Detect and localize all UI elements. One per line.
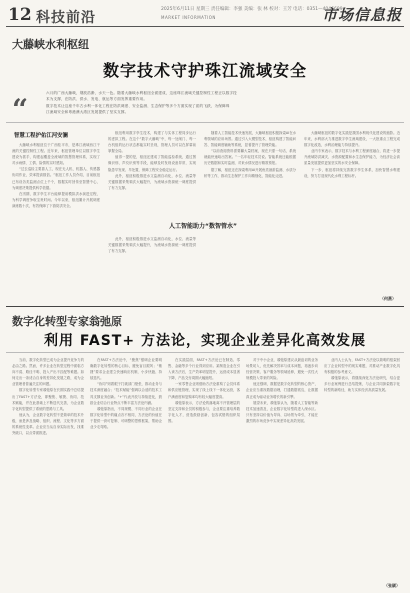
lead-line: 江流域安全和粤港澳大湾区发展提供了坚实支撑。: [46, 110, 129, 115]
page-header: [6, 4, 404, 27]
article1-column-1: 大藤峡水利枢纽位于广西桂平市，是珠江流域西江干流的关键控制性工程。近年来，枢纽管理单位以数字孪生建设为抓手，构建起覆盖全流域的智慧管理体系，实现了对水雨情、工情、险情的实时感知。 “过去巡检主要靠人工，现在无人机、机器人、传感器协同作业，效率提高数倍。”枢纽工作人员介绍，目前枢纽已布设各类监测点位上千个，数据实时回传至智慧中心，为调度决策提供科学依据。 在汛期，数字孪生平台能够提前模拟洪水演进过程，为科学调度争取宝贵时间。今年以来，枢纽累计开展调度演练数十次，有效保障了下游防洪安全。: [12, 143, 100, 208]
article1-column-2b: 此外，枢纽积极推进水文监测自动化，水位、流量等关键数据采集频次大幅提升，为流域水资源统一调度提供了有力支撑。: [108, 237, 196, 254]
article1-lead: [46, 90, 376, 116]
header-meta: 2025年6月11日 星期三 责任编辑：李强 美编：张 林 校对：王芳 电话：0351—4046699: [161, 7, 343, 12]
article2-kicker: 数字化转型专家翁弛原: [12, 315, 122, 328]
article1-column-2: 枢纽利用数字孪生技术，构建了与实体工程同步运行的虚拟工程。在这个“数字大藤峡”中，每一处闸门、每一台机组的运行状态都能实时呈现，管理人员可以在屏幕前掌握全局。 值得一提的是，枢纽还建成了智能巡检系统，通过图像识别、声纹识别等手段，能够及时发现设备异常，实现隐患早发现、早处置，保障工程安全稳定运行。 此外，枢纽积极推进水文监测自动化，水位、流量等关键数据采集频次大幅提升，为流域水资源统一调度提供了有力支撑。: [108, 131, 196, 190]
masthead-logo: 市场信息报: [321, 6, 402, 24]
divider: [6, 122, 404, 123]
article2-column-1: 当前，数字化转型已成为企业提升竞争力的必由之路。然而，许多企业在转型过程中面临方向不清、路径不明、投入产出不匹配等难题。如何走出一条适合自身的差异化发展之路，成为企业管理者普遍关注的问题。 数字化转型专家翁弛原在长期实践中总结提出了FAST+方法论，即聚焦、敏捷、协同、技术赋能，并在此基础上不断迭代完善，为企业数字化转型提供了系统的思路与工具。 他认为，企业数字化转型不是简单的技术升级，而是涉及战略、组织、流程、文化等多方面的系统性变革。企业应当从自身实际出发，找准突破口，以点带面推进。: [12, 358, 84, 436]
lead-line: 六月的广西大藤峡，烟波浩渺，水天一色。随着大藤峡水利枢纽全面建成，这座珠江流域关键控制性工程正以数字技: [46, 91, 237, 95]
article1-column-3: 随着人工智能技术快速发展，大藤峡枢纽积极探索AI在水利领域的应用场景。通过引入大模型技术，枢纽构建了智能问答、智能调度辅助等系统，显著提升了管理效能。 “以前查阅资料需要翻大量档案，现在只需一句话，系统就能快速给出答案。”一名年轻技术员说。智能系统还能根据历史数据和实时监测，对来水情况进行精准预报。 据了解，枢纽还在探索利用AI开展鱼类洄游监测、水质分析等工作，推动生态保护工作向精细化、智能化迈进。: [204, 131, 296, 178]
article1-column-4: 大藤峡枢纽的数字化实践是我国水利现代化建设的缩影。近年来，水利部大力推进数字孪生流域建设，一大批重点工程完成数字化改造，水利治理能力持续提升。 业内专家表示，数字技术与水利工程深度融合，将进一步提升流域防洪减灾、水资源配置和水生态保护能力，为经济社会高质量发展提供更加坚实的水安全保障。 下一步，枢纽将持续完善数字孪生体系，加快智慧水利建设，努力打造现代化水利工程标杆。: [304, 131, 400, 178]
header-meta-english: MARKET INFORMATION: [161, 15, 216, 20]
article2-column-4: 对于中小企业，翁弛原建议从最迫切的业务场景切入，优先解决效率与成本问题，再逐步向经营决策、客户服务等领域延伸，避免一次性大规模投入带来的风险。 他还强调，数据是数字化转型的核心资产，企业应当重视数据治理，打通数据孤岛，让数据真正成为驱动业务增长的新引擎。 展望未来，翁弛原认为，随着人工智能等新技术加速普及，企业数字化转型将进入深水区。只有坚持以价值为导向、以场景为牵引，才能在激烈的市场竞争中实现差异化高效发展。: [246, 358, 318, 423]
quote-mark-icon: “: [12, 93, 29, 126]
divider: [6, 352, 404, 353]
article1-subhead-mid: 人工智能助力“数智管水”: [169, 223, 237, 230]
lead-line: 术为支撑，在防洪、供水、发电、航运等方面发挥重要作用。: [46, 97, 148, 102]
article2-column-3: 在实践层面，FAST+方法论已在制造、零售、金融等多个行业得到应用。某制造企业在引入该方法后，生产效率明显提升，运营成本显著下降，产品交付周期大幅缩短。 一家零售企业则借助方法论重构了会员体系和供应链管理，实现了线上线下一体化运营，客户满意度和复购率均有较大幅度提高。 翁弛原表示，方法论的落地离不开管理层的坚定支持和全员的积极参与，企业要注重培养数字化人才，营造鼓励创新、包容试错的组织氛围。: [168, 358, 240, 423]
section-divider: [6, 306, 404, 307]
page-number: 12: [8, 5, 32, 25]
article1-author: （何燕）: [380, 296, 396, 301]
article1-subhead-left: 智慧工程护佑江河安澜: [14, 133, 68, 139]
article1-kicker: 大藤峡水利枢纽: [12, 38, 89, 51]
article2-headline: 利用 FAST+ 方法论，实现企业差异化高效发展: [44, 333, 366, 349]
article2-column-2: 在FAST+方法论中，“聚焦”强调企业要明确数字化转型的核心目标，避免盲目跟风；“敏捷”要求企业建立快速响应机制，小步快跑、持续迭代。 “协同”则着眼于打破部门壁垒，推动业务与技术深度融合；“技术赋能”强调以合适的技术工具支撑业务创新。“+”代表开放与持续进化，鼓励企业结合行业特点不断丰富方法论内涵。 翁弛原指出，不同规模、不同行业的企业在数字化转型中的痛点各不相同，方法论的价值在于提供一套可复制、可调整的思维框架，帮助企业少走弯路。: [90, 358, 162, 430]
lead-line: 数字技术让这座千年古水利一体化工程在防洪调度、安全监测、生态保护等多个方面实现了质的飞跃，为保障珠: [46, 103, 230, 108]
article2-author: （张颖）: [384, 583, 400, 588]
section-title: 科技前沿: [36, 10, 96, 26]
article2-column-5: 业内人士认为，FAST+方法论以简明的框架回应了企业转型中的现实难题，对推动产业数字化具有积极的参考意义。 翁弛原表示，将继续深化方法论研究，结合更多行业案例进行总结提炼，与企业共同探索数字化转型的新路径，助力实体经济高质量发展。: [324, 358, 400, 393]
article1-headline: 数字技术守护珠江流域安全: [102, 61, 307, 80]
